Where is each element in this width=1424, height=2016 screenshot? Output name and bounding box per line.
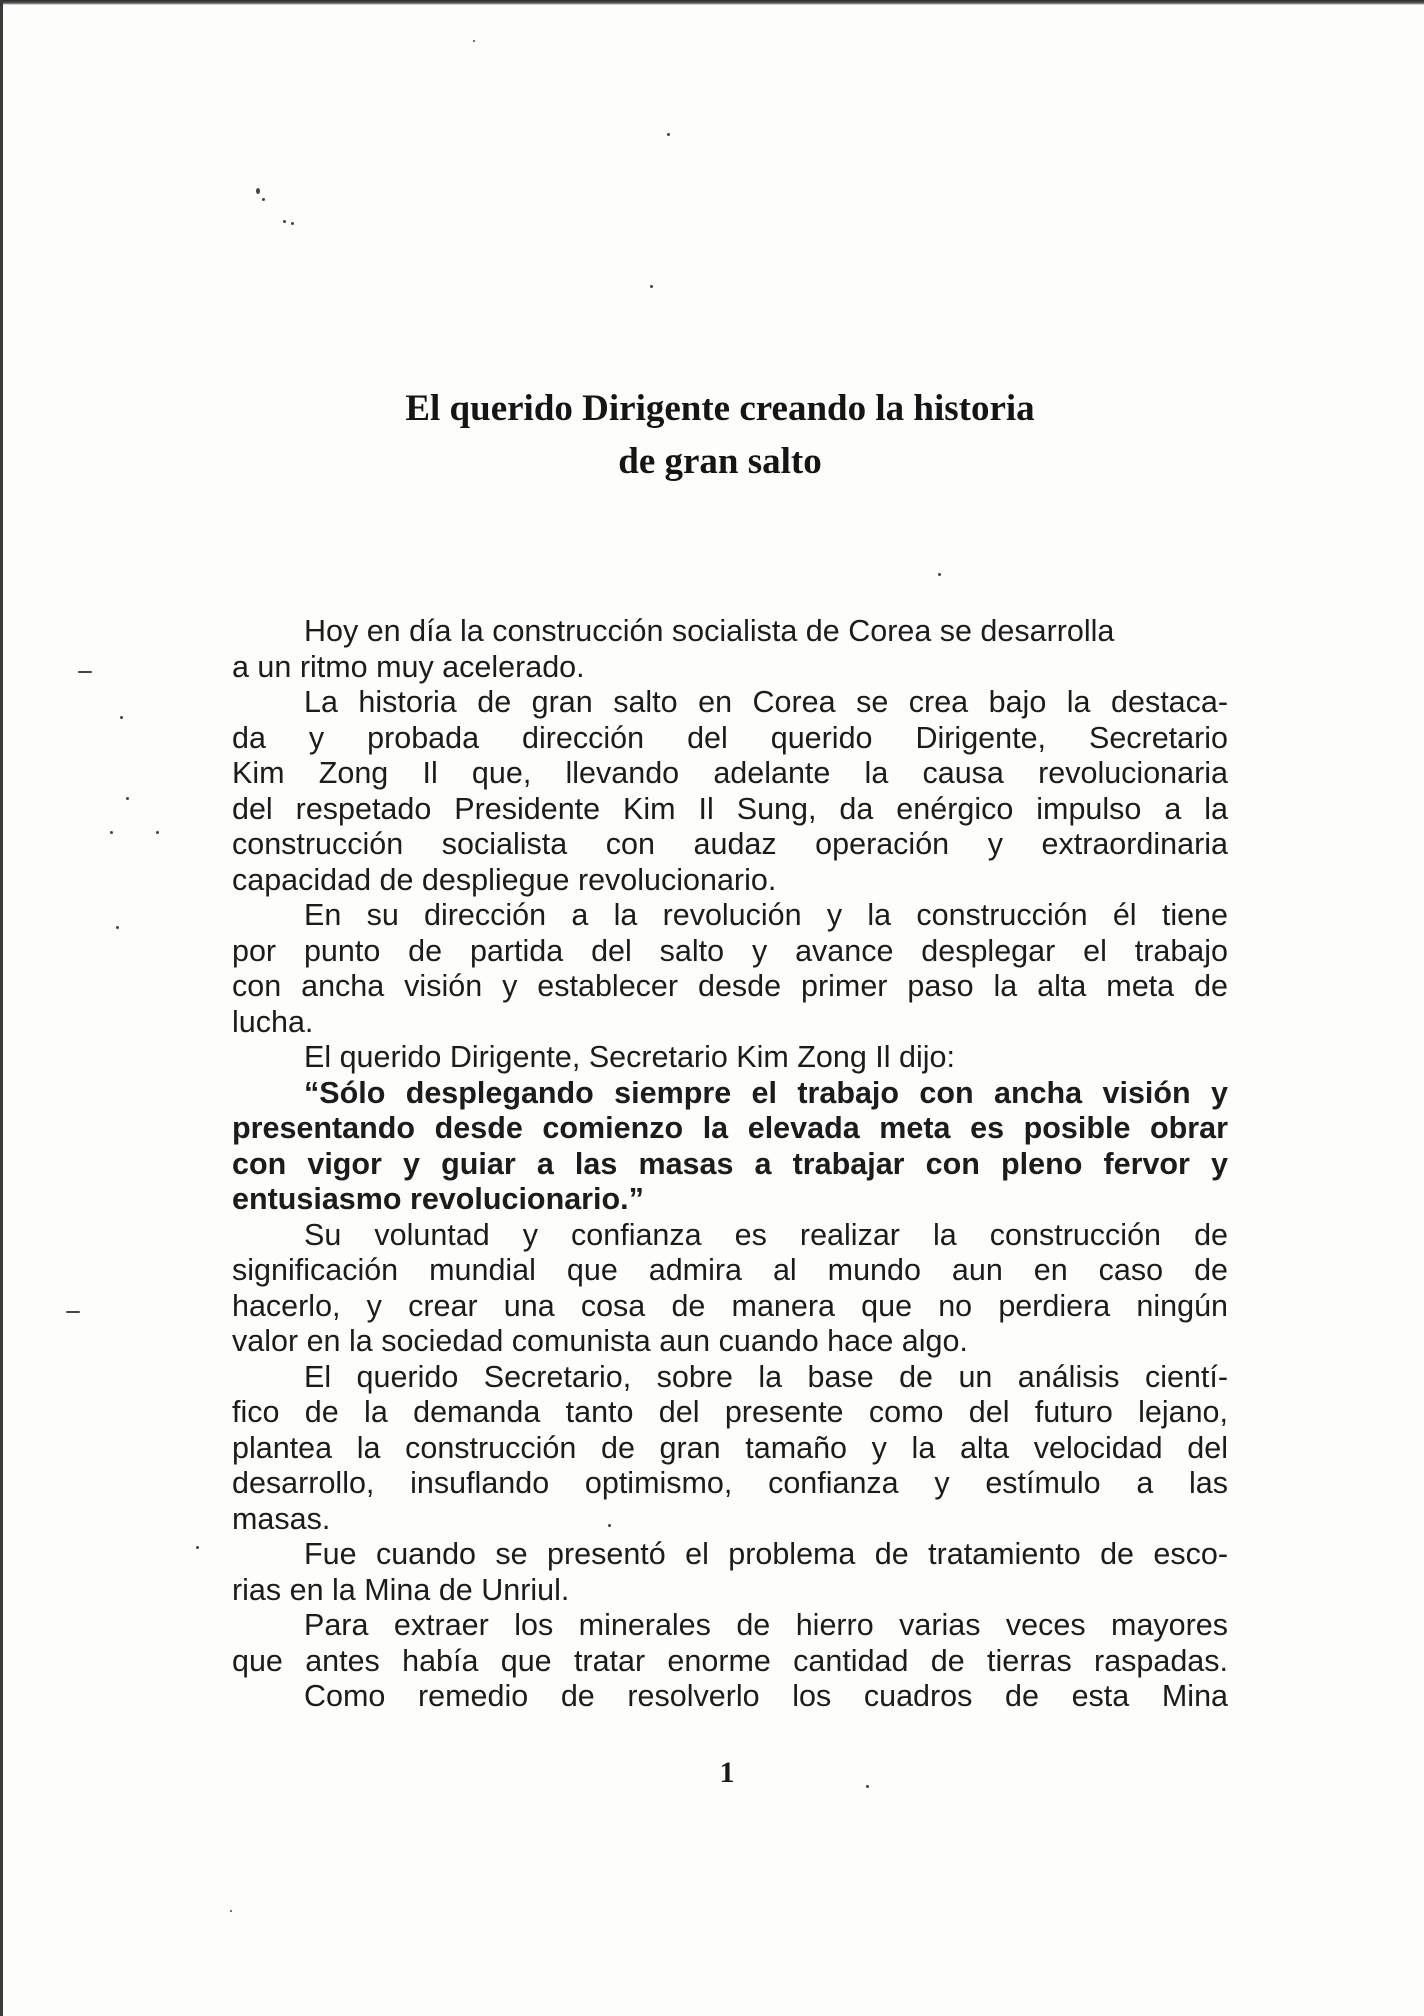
- quote-line: con vigor y guiar a las masas a trabajar con pleno fervor y: [232, 1146, 1228, 1181]
- paragraph-line: da y probada dirección del querido Dirigente, Secretario: [232, 720, 1228, 755]
- paragraph-line: capacidad de despliegue revolucionario.: [232, 862, 777, 897]
- paragraph-line: La historia de gran salto en Corea se crea bajo la destaca-: [304, 685, 1228, 719]
- paragraph-line: a un ritmo muy acelerado.: [232, 649, 585, 684]
- paragraph-line: significación mundial que admira al mundo aun en caso de: [232, 1253, 1228, 1287]
- scan-speck: [120, 716, 123, 719]
- scan-speck: [78, 671, 92, 673]
- paragraph-line: rias en la Mina de Unriul.: [232, 1572, 570, 1607]
- paragraph-line: Fue cuando se presentó el problema de tratamiento de esco-: [304, 1537, 1228, 1571]
- scan-speck: [110, 831, 113, 834]
- scan-speck: [667, 133, 670, 136]
- scan-speck: [283, 220, 286, 223]
- paragraph-line: Hoy en día la construcción socialista de Corea se desarrolla: [304, 614, 1115, 648]
- title-line-2: de gran salto: [618, 441, 822, 482]
- document-body: [232, 614, 1228, 1715]
- scan-left-edge: [0, 0, 3, 2016]
- quote-line: entusiasmo revolucionario.”: [232, 1182, 644, 1216]
- scan-speck: [866, 1785, 869, 1788]
- scan-speck: [256, 188, 260, 194]
- scan-speck: [473, 40, 475, 42]
- document-title: [230, 382, 1210, 488]
- page-number: 1: [719, 1756, 735, 1789]
- scan-speck: [156, 831, 159, 834]
- scan-speck: [66, 1311, 80, 1313]
- paragraph-line: masas.: [232, 1501, 331, 1536]
- scan-speck: [262, 198, 265, 201]
- paragraph-line: que antes había que tratar enorme cantidad de tierras raspadas.: [232, 1643, 1228, 1678]
- scan-speck: [126, 797, 129, 800]
- scan-speck: [196, 1546, 199, 1549]
- paragraph-line: Kim Zong Il que, llevando adelante la causa revolucionaria: [232, 756, 1228, 790]
- paragraph-line: con ancha visión y establecer desde primer paso la alta meta de: [232, 969, 1228, 1003]
- paragraph-line: En su dirección a la revolución y la construcción él tiene: [304, 898, 1228, 932]
- paragraph-line: desarrollo, insuflando optimismo, confianza y estímulo a las: [232, 1466, 1228, 1500]
- paragraph-line: del respetado Presidente Kim Il Sung, da enérgico impulso a la: [232, 791, 1228, 826]
- paragraph-line: Para extraer los minerales de hierro varias veces mayores: [304, 1608, 1228, 1642]
- paragraph-line: fico de la demanda tanto del presente como del futuro lejano,: [232, 1395, 1228, 1429]
- title-line-1: El querido Dirigente creando la historia: [405, 388, 1035, 429]
- paragraph-line: construcción socialista con audaz operación y extraordinaria: [232, 827, 1228, 861]
- scan-speck: [938, 573, 941, 576]
- scan-speck: [116, 926, 119, 929]
- paragraph-line: lucha.: [232, 1004, 314, 1039]
- paragraph-line: Su voluntad y confianza es realizar la construcción de: [304, 1217, 1228, 1252]
- quote-line: presentando desde comienzo la elevada meta es posible obrar: [232, 1111, 1228, 1145]
- paragraph-line: por punto de partida del salto y avance desplegar el trabajo: [232, 933, 1228, 968]
- scan-speck: [291, 222, 294, 225]
- paragraph-line: valor en la sociedad comunista aun cuando hace algo.: [232, 1324, 968, 1358]
- scan-top-edge: [0, 0, 1424, 5]
- paragraph-line: El querido Secretario, sobre la base de un análisis cientí-: [304, 1359, 1228, 1394]
- paragraph-line: hacerlo, y crear una cosa de manera que no perdiera ningún: [232, 1288, 1228, 1323]
- paragraph-line: Como remedio de resolverlo los cuadros de esta Mina: [304, 1679, 1228, 1713]
- paragraph-line: El querido Dirigente, Secretario Kim Zong Il dijo:: [304, 1040, 955, 1074]
- scan-speck: [650, 285, 653, 288]
- scan-speck: [230, 1910, 232, 1912]
- quote-line: “Sólo desplegando siempre el trabajo con ancha visión y: [304, 1075, 1228, 1110]
- paragraph-line: plantea la construcción de gran tamaño y la alta velocidad del: [232, 1430, 1228, 1465]
